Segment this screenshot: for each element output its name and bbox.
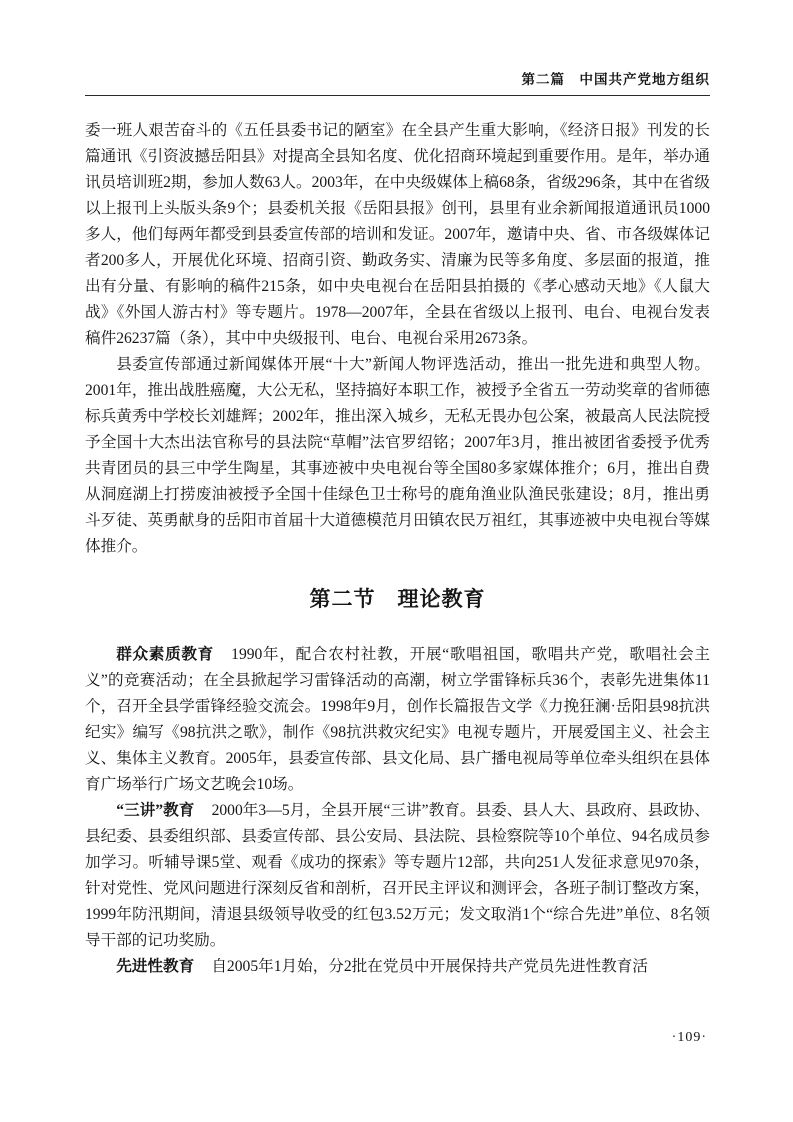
paragraph-mass-quality-education (85, 642, 710, 798)
section-title: 第二节 理论教育 (309, 588, 486, 611)
paragraph-text-three-stresses-education: 2000年3—5月，全县开展“三讲”教育。县委、县人大、县政府、县政协、县纪委、县委组织部、县委宣传部、县公安局、县法院、县检察院等10个单位、94名成员参加学习。听辅导课5堂、观看《成功的探索》等专题片12部，共向251人发征求意见970条，针对党性、党风问题进行深刻反省和剖析，召开民主评议和测评会，各班子制订整改方案，1999年防汛期间，清退县级领导收受的红包3.52万元；发文取消1个“综合先进”单位、8名领导干部的记功奖励。 (85, 802, 710, 949)
body-text (85, 118, 710, 980)
paragraph-text-mass-quality-education: 1990年，配合农村社教，开展“歌唱祖国，歌唱共产党，歌唱社会主义”的竞赛活动；在全县掀起学习雷锋活动的高潮，树立学雷锋标兵36个，表彰先进集体11个，召开全县学雷锋经验交流会。1998年9月，创作长篇报告文学《力挽狂澜·岳阳县98抗洪纪实》编写《98抗洪之歌》，制作《98抗洪救灾纪实》电视专题片，开展爱国主义、社会主义、集体主义教育。2005年，县委宣传部、县文化局、县广播电视局等单位牵头组织在县体育广场举行广场文艺晚会10场。 (85, 646, 710, 793)
paragraph-news-continuation: 委一班人艰苦奋斗的《五任县委书记的陋室》在全县产生重大影响，《经济日报》刊发的长篇通讯《引资波撼岳阳县》对提高全县知名度、优化招商环境起到重要作用。是年，举办通讯员培训班2期，参加人数63人。2003年，在中央级媒体上稿68条，省级296条，其中在省级以上报刊上头版头条9个；县委机关报《岳阳县报》创刊，县里有业余新闻报道通讯员1000多人，他们每两年都受到县委宣传部的培训和发证。2007年，邀请中央、省、市各级媒体记者200多人，开展优化环境、招商引资、勤政务实、清廉为民等多角度、多层面的报道，推出有分量、有影响的稿件215条，如中央电视台在岳阳县拍摄的《孝心感动天地》《人鼠大战》《外国人游古村》等专题片。1978—2007年，全县在省级以上报刊、电台、电视台发表稿件26237篇（条），其中中央级报刊、电台、电视台采用2673条。 (85, 122, 710, 347)
page-number: ·109· (671, 1030, 707, 1045)
paragraph-lead-three-stresses-education: “三讲”教育 (116, 802, 195, 819)
paragraph-three-stresses-education (85, 798, 710, 954)
running-header-text: 第二篇 中国共产党地方组织 (521, 72, 710, 87)
paragraph-lead-mass-quality-education: 群众素质教育 (116, 646, 214, 663)
paragraph-text-advanced-nature-education: 自2005年1月始，分2批在党员中开展保持共产党员先进性教育活 (211, 958, 648, 975)
paragraph-advanced-nature-education (85, 954, 710, 980)
running-header (85, 68, 710, 95)
paragraph-lead-advanced-nature-education: 先进性教育 (116, 958, 195, 975)
header-rule (85, 95, 710, 96)
paragraph-top-ten-news-figures: 县委宣传部通过新闻媒体开展“十大”新闻人物评选活动，推出一批先进和典型人物。2001年，推出战胜癌魔，大公无私，坚持搞好本职工作，被授予全省五一劳动奖章的省师德标兵黄秀中学校长刘雄辉；2002年，推出深入城乡，无私无畏办包公案，被最高人民法院授予全国十大杰出法官称号的县法院“草帽”法官罗绍铭；2007年3月，推出被团省委授予优秀共青团员的县三中学生陶星，其事迹被中央电视台等全国80多家媒体推介；6月，推出自费从洞庭湖上打捞废油被授予全国十佳绿色卫士称号的鹿角渔业队渔民张建设；8月，推出勇斗歹徒、英勇献身的岳阳市首届十大道德模范月田镇农民万祖红，其事迹被中央电视台等媒体推介。 (85, 356, 710, 555)
